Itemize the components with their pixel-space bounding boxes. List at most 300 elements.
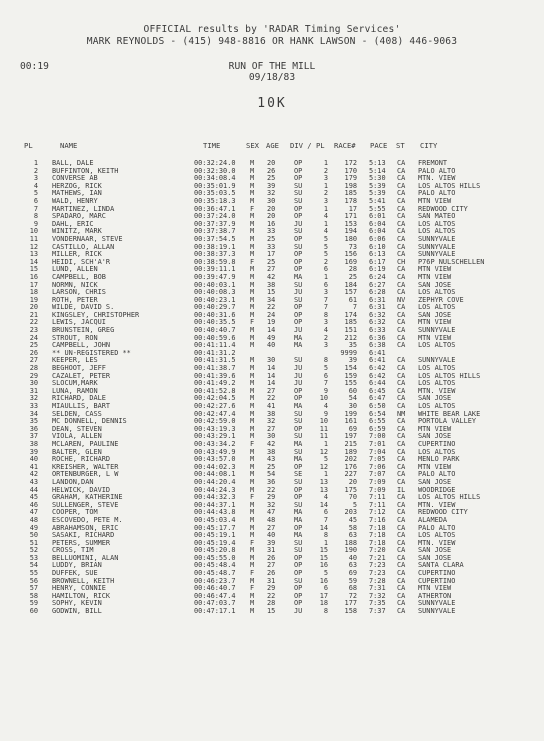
finish-time-cell: 00:41:39.6 — [194, 371, 236, 380]
division-place-cell: 3 — [323, 341, 328, 350]
finish-time-cell: 00:37:38.7 — [194, 227, 236, 236]
place-cell: 12 — [29, 242, 38, 251]
sex-cell: M — [250, 303, 255, 312]
age-cell: 36 — [267, 477, 276, 486]
city-cell: SANTA CLARA — [418, 561, 464, 570]
pace-cell: 6:17 — [369, 257, 386, 266]
pace-cell: 6:10 — [369, 242, 386, 251]
division-place-cell: 4 — [323, 326, 328, 335]
finish-time-cell: 00:44:20.4 — [194, 477, 236, 486]
division-cell: MA — [294, 341, 303, 350]
runner-name-cell: LUND, ALLEN — [52, 265, 98, 274]
state-cell: CA — [397, 250, 406, 259]
race-number-cell: 60 — [348, 386, 357, 395]
city-cell: SUNNYVALE — [418, 242, 456, 251]
place-cell: 53 — [29, 553, 38, 562]
runner-name-cell: BEGHOOT, JEFF — [52, 364, 106, 373]
pace-cell: 6:45 — [369, 386, 386, 395]
age-cell: 14 — [267, 379, 276, 388]
sex-cell: M — [250, 212, 255, 221]
race-number-cell: 185 — [344, 318, 357, 327]
finish-time-cell: 00:38:37.3 — [194, 250, 236, 259]
pace-cell: 7:12 — [369, 508, 386, 517]
race-number-cell: 63 — [348, 531, 357, 540]
city-cell: MTN VIEW — [418, 584, 452, 593]
state-cell: CA — [397, 531, 406, 540]
age-cell: 20 — [267, 212, 276, 221]
age-cell: 27 — [267, 424, 276, 433]
city-cell: ATHERTON — [418, 591, 452, 600]
city-cell: SUNNYVALE — [418, 326, 456, 335]
finish-time-cell: 00:40:31.6 — [194, 310, 236, 319]
race-number-cell: 54 — [348, 394, 357, 403]
city-cell: LOS ALTOS — [418, 219, 456, 228]
city-cell: SAN MATEO — [418, 212, 456, 221]
age-cell: 29 — [267, 584, 276, 593]
sex-cell: M — [250, 379, 255, 388]
race-number-cell: 178 — [344, 196, 357, 205]
division-cell: SE — [294, 470, 303, 479]
pace-cell: 6:13 — [369, 250, 386, 259]
place-cell: 29 — [29, 371, 38, 380]
place-cell: 9 — [33, 219, 38, 228]
race-number-cell: 61 — [348, 295, 357, 304]
runner-name-cell: STROUT, RON — [52, 333, 98, 342]
division-cell: MA — [294, 455, 303, 464]
runner-name-cell: MARTINEZ, LINDA — [52, 204, 115, 213]
place-cell: 56 — [29, 576, 38, 585]
contact-line: MARK REYNOLDS - (415) 948-8816 OR HANK LAWSON - (408) 446-9063 — [86, 36, 458, 47]
runner-name-cell: CROSS, TIM — [52, 546, 94, 555]
place-cell: 58 — [29, 591, 38, 600]
place-cell: 3 — [33, 174, 38, 183]
runner-name-cell: BUFFINTON, KEITH — [52, 166, 119, 175]
results-table — [0, 160, 544, 616]
state-cell: CA — [397, 364, 406, 373]
sex-cell: M — [250, 417, 255, 426]
division-place-cell: 8 — [323, 310, 328, 319]
division-place-cell: 7 — [323, 303, 328, 312]
place-cell: 33 — [29, 402, 38, 410]
state-cell: CA — [397, 204, 406, 213]
sex-cell: M — [250, 174, 255, 183]
race-number-cell: 69 — [348, 569, 357, 578]
finish-time-cell: 00:44:08.1 — [194, 470, 236, 479]
place-cell: 16 — [29, 272, 38, 281]
race-number-cell: 25 — [348, 272, 357, 281]
city-cell: LOS ALTOS — [418, 341, 456, 350]
state-cell: CA — [397, 439, 406, 448]
runner-name-cell: SPADARO, MARC — [52, 212, 106, 221]
city-cell: PORTOLA VALLEY — [418, 417, 477, 426]
race-number-cell: 28 — [348, 265, 357, 274]
division-cell: SU — [294, 538, 303, 547]
division-cell: SU — [294, 447, 303, 456]
pace-cell: 5:55 — [369, 204, 386, 213]
race-number-cell: 45 — [348, 515, 357, 524]
runner-name-cell: RICHARD, DALE — [52, 394, 106, 403]
race-number-cell: 190 — [344, 546, 357, 555]
sex-cell: M — [250, 576, 255, 585]
col-header-age: AGE — [266, 141, 279, 150]
division-cell: SU — [294, 432, 303, 441]
division-place-cell: 5 — [323, 250, 328, 259]
city-cell: CUPERTINO — [418, 569, 456, 578]
state-cell: CA — [397, 318, 406, 327]
sex-cell: F — [250, 584, 255, 593]
division-place-cell: 18 — [319, 599, 328, 608]
division-place-cell: 13 — [319, 485, 328, 494]
race-number-cell: 188 — [344, 538, 357, 547]
race-number-cell: 155 — [344, 379, 357, 388]
pace-cell: 7:21 — [369, 553, 386, 562]
race-number-cell: 59 — [348, 576, 357, 585]
age-cell: 27 — [267, 561, 276, 570]
race-number-cell: 157 — [344, 288, 357, 297]
runner-name-cell: CAZALET, PETER — [52, 371, 111, 380]
sex-cell: M — [250, 591, 255, 600]
city-cell: LOS ALTOS — [418, 531, 456, 540]
runner-name-cell: LEWIS, JACQUI — [52, 318, 106, 327]
finish-time-cell: 00:47:17.1 — [194, 607, 236, 616]
city-cell: PALO ALTO — [418, 166, 456, 175]
city-cell: PALO ALTO — [418, 189, 456, 198]
finish-time-cell: 00:43:57.0 — [194, 455, 236, 464]
finish-time-cell: 00:42:59.0 — [194, 417, 236, 426]
state-cell: CA — [397, 371, 406, 380]
place-cell: 44 — [29, 485, 38, 494]
sex-cell: F — [250, 538, 255, 547]
age-cell: 16 — [267, 219, 276, 228]
division-cell: SU — [294, 189, 303, 198]
finish-time-cell: 00:40:23.1 — [194, 295, 236, 304]
city-cell: PALO ALTO — [418, 470, 456, 479]
finish-time-cell: 00:41:49.2 — [194, 379, 236, 388]
finish-time-cell: 00:47:03.7 — [194, 599, 236, 608]
city-cell: MTN VIEW — [418, 424, 452, 433]
race-number-cell: 17 — [348, 204, 357, 213]
race-number-cell: 69 — [348, 424, 357, 433]
state-cell: CA — [397, 515, 406, 524]
place-cell: 10 — [29, 227, 38, 236]
place-cell: 15 — [29, 265, 38, 274]
city-cell: SAN JOSE — [418, 477, 452, 486]
pace-cell: 6:41 — [369, 348, 386, 357]
finish-time-cell: 00:32:24.0 — [194, 159, 236, 167]
runner-name-cell: BRUNSTEIN, GREG — [52, 326, 115, 335]
sex-cell: M — [250, 424, 255, 433]
city-cell: LOS ALTOS — [418, 379, 456, 388]
col-header-pl: PL — [24, 141, 33, 150]
sex-cell: M — [250, 561, 255, 570]
state-cell: CA — [397, 310, 406, 319]
sex-cell: M — [250, 196, 255, 205]
runner-name-cell: NORMN, NICK — [52, 280, 98, 289]
pace-cell: 6:31 — [369, 303, 386, 312]
division-cell: OP — [294, 584, 303, 593]
division-place-cell: 1 — [323, 538, 328, 547]
age-cell: 54 — [267, 470, 276, 479]
runner-name-cell: WILDE, DAVID S. — [52, 303, 115, 312]
sex-cell: M — [250, 515, 255, 524]
age-cell: 26 — [267, 553, 276, 562]
place-cell: 60 — [29, 607, 38, 616]
runner-name-cell: HENRY, CONNIE — [52, 584, 106, 593]
age-cell: 39 — [267, 181, 276, 190]
race-number-cell: 159 — [344, 371, 357, 380]
finish-time-cell: 00:41:52.8 — [194, 386, 236, 395]
division-cell: SU — [294, 356, 303, 365]
age-cell: 25 — [267, 174, 276, 183]
division-cell: SU — [294, 242, 303, 251]
pace-cell: 7:01 — [369, 439, 386, 448]
age-cell: 33 — [267, 242, 276, 251]
division-place-cell: 3 — [323, 174, 328, 183]
city-cell: ZEPHYR COVE — [418, 295, 464, 304]
place-cell: 41 — [29, 462, 38, 471]
finish-time-cell: 00:45:48.7 — [194, 569, 236, 578]
sex-cell: M — [250, 508, 255, 517]
division-cell: SU — [294, 477, 303, 486]
finish-time-cell: 00:40:08.3 — [194, 288, 236, 297]
place-cell: 1 — [33, 159, 38, 167]
division-place-cell: 2 — [323, 257, 328, 266]
division-place-cell: 6 — [323, 508, 328, 517]
city-cell: MTN VIEW — [418, 272, 452, 281]
sex-cell: M — [250, 242, 255, 251]
division-cell: OP — [294, 523, 303, 532]
state-cell: CA — [397, 417, 406, 426]
age-cell: 27 — [267, 523, 276, 532]
state-cell: CA — [397, 227, 406, 236]
division-cell: OP — [294, 462, 303, 471]
age-cell: 39 — [267, 538, 276, 547]
race-number-cell: 72 — [348, 591, 357, 600]
division-cell: SU — [294, 576, 303, 585]
finish-time-cell: 00:35:03.5 — [194, 189, 236, 198]
pace-cell: 6:54 — [369, 409, 386, 418]
race-number-cell: 58 — [348, 523, 357, 532]
division-place-cell: 7 — [323, 379, 328, 388]
state-cell: CA — [397, 591, 406, 600]
sex-cell: M — [250, 326, 255, 335]
runner-name-cell: SASAKI, RICHARD — [52, 531, 115, 540]
race-number-cell: 172 — [344, 159, 357, 167]
division-place-cell: 8 — [323, 531, 328, 540]
division-place-cell: 4 — [323, 402, 328, 410]
finish-time-cell: 00:45:17.7 — [194, 523, 236, 532]
age-cell: 43 — [267, 455, 276, 464]
division-place-cell: 16 — [319, 576, 328, 585]
state-cell: CA — [397, 341, 406, 350]
city-cell: SAN JOSE — [418, 546, 452, 555]
race-number-cell: 180 — [344, 234, 357, 243]
division-cell: OP — [294, 394, 303, 403]
division-cell: OP — [294, 303, 303, 312]
finish-time-cell: 00:45:48.4 — [194, 561, 236, 570]
runner-name-cell: KINGSLEY, CHRISTOPHER — [52, 310, 140, 319]
city-cell: MTN. VIEW — [418, 538, 456, 547]
race-number-cell: 215 — [344, 439, 357, 448]
runner-name-cell: MIAULLIS, BART — [52, 402, 111, 410]
state-cell: CA — [397, 189, 406, 198]
finish-time-cell: 00:35:18.3 — [194, 196, 236, 205]
division-cell: SU — [294, 409, 303, 418]
age-cell: 15 — [267, 288, 276, 297]
finish-time-cell: 00:43:19.3 — [194, 424, 236, 433]
division-place-cell: 5 — [323, 455, 328, 464]
division-place-cell: 7 — [323, 295, 328, 304]
age-cell: 40 — [267, 341, 276, 350]
state-cell: CA — [397, 326, 406, 335]
runner-name-cell: DEAN, STEVEN — [52, 424, 102, 433]
age-cell: 30 — [267, 196, 276, 205]
city-cell: MTN VIEW — [418, 265, 452, 274]
age-cell: 38 — [267, 280, 276, 289]
runner-name-cell: COOPER, TOM — [52, 508, 98, 517]
division-cell: MA — [294, 508, 303, 517]
division-place-cell: 16 — [319, 561, 328, 570]
sex-cell: M — [250, 265, 255, 274]
state-cell: CA — [397, 432, 406, 441]
sex-cell: M — [250, 181, 255, 190]
sex-cell: M — [250, 310, 255, 319]
race-number-cell: 227 — [344, 470, 357, 479]
runner-name-cell: LARSON, CHRIS — [52, 288, 106, 297]
runner-name-cell: SLOCUM,MARK — [52, 379, 98, 388]
city-cell: WOODRIDGE — [418, 485, 456, 494]
pace-cell: 7:00 — [369, 432, 386, 441]
state-cell: CA — [397, 447, 406, 456]
city-cell: SUNNYVALE — [418, 250, 456, 259]
finish-time-cell: 00:40:03.1 — [194, 280, 236, 289]
division-cell: SU — [294, 227, 303, 236]
pace-cell: 6:04 — [369, 219, 386, 228]
age-cell: 15 — [267, 607, 276, 616]
state-cell: CA — [397, 538, 406, 547]
race-number-cell: 5 — [352, 500, 357, 509]
pace-cell: 7:31 — [369, 584, 386, 593]
finish-time-cell: 00:41:11.4 — [194, 341, 236, 350]
runner-name-cell: DAHL, ERIC — [52, 219, 94, 228]
age-cell: 26 — [267, 569, 276, 578]
pace-cell: 7:18 — [369, 538, 386, 547]
pace-cell: 6:28 — [369, 288, 386, 297]
state-cell: CA — [397, 265, 406, 274]
pace-cell: 6:04 — [369, 227, 386, 236]
runner-name-cell: BROWNELL, KEITH — [52, 576, 115, 585]
division-cell: JU — [294, 364, 303, 373]
city-cell: SAN JOSE — [418, 432, 452, 441]
place-cell: 42 — [29, 470, 38, 479]
finish-time-cell: 00:46:47.4 — [194, 591, 236, 600]
race-number-cell: 158 — [344, 607, 357, 616]
state-cell: CA — [397, 159, 406, 167]
division-cell: MA — [294, 439, 303, 448]
division-cell: OP — [294, 166, 303, 175]
division-cell: OP — [294, 204, 303, 213]
place-cell: 8 — [33, 212, 38, 221]
place-cell: 7 — [33, 204, 38, 213]
city-cell: LOS ALTOS — [418, 303, 456, 312]
city-cell: LOS ALTOS HILLS — [418, 371, 481, 380]
place-cell: 14 — [29, 257, 38, 266]
age-cell: 32 — [267, 189, 276, 198]
pace-cell: 6:33 — [369, 326, 386, 335]
race-number-cell: 177 — [344, 599, 357, 608]
pace-cell: 6:44 — [369, 379, 386, 388]
place-cell: 50 — [29, 531, 38, 540]
sex-cell: M — [250, 295, 255, 304]
pace-cell: 5:30 — [369, 174, 386, 183]
sex-cell: M — [250, 470, 255, 479]
race-number-cell: 171 — [344, 212, 357, 221]
division-place-cell: 3 — [323, 318, 328, 327]
pace-cell: 5:39 — [369, 189, 386, 198]
division-cell: SU — [294, 417, 303, 426]
state-cell: CA — [397, 303, 406, 312]
pace-cell: 6:42 — [369, 364, 386, 373]
finish-time-cell: 00:38:59.8 — [194, 257, 236, 266]
table-row — [0, 608, 544, 616]
state-cell: CA — [397, 242, 406, 251]
age-cell: 22 — [267, 591, 276, 600]
age-cell: 32 — [267, 500, 276, 509]
division-cell: MA — [294, 333, 303, 342]
runner-name-cell: HAMILTON, RICK — [52, 591, 111, 600]
state-cell: CA — [397, 166, 406, 175]
place-cell: 18 — [29, 288, 38, 297]
runner-name-cell: CAMPBELL, BOB — [52, 272, 106, 281]
runner-name-cell: ** UN-REGISTERED ** — [52, 348, 131, 357]
runner-name-cell: ABRAHAMSON, ERIC — [52, 523, 119, 532]
division-cell: JU — [294, 288, 303, 297]
finish-time-cell: 00:37:24.0 — [194, 212, 236, 221]
state-cell: CA — [397, 576, 406, 585]
sex-cell: F — [250, 493, 255, 502]
division-place-cell: 5 — [323, 364, 328, 373]
place-cell: 2 — [33, 166, 38, 175]
city-cell: SUNNYVALE — [418, 234, 456, 243]
city-cell: CUPERTINO — [418, 576, 456, 585]
city-cell: SAN JOSE — [418, 553, 452, 562]
finish-time-cell: 00:36:47.1 — [194, 204, 236, 213]
age-cell: 47 — [267, 508, 276, 517]
pace-cell: 6:59 — [369, 424, 386, 433]
state-cell: CA — [397, 455, 406, 464]
race-title: RUN OF THE MILL — [228, 61, 316, 72]
pace-cell: 6:24 — [369, 272, 386, 281]
division-place-cell: 1 — [323, 159, 328, 167]
place-cell: 46 — [29, 500, 38, 509]
race-number-cell: 202 — [344, 455, 357, 464]
state-cell: CA — [397, 219, 406, 228]
division-cell: OP — [294, 485, 303, 494]
age-cell: 27 — [267, 386, 276, 395]
division-cell: SU — [294, 500, 303, 509]
finish-time-cell: 00:41:31.2 — [194, 348, 236, 357]
division-place-cell: 6 — [323, 280, 328, 289]
division-place-cell: 9 — [323, 409, 328, 418]
division-place-cell: 4 — [323, 493, 328, 502]
race-number-cell: 7 — [352, 303, 357, 312]
finish-time-cell: 00:40:59.6 — [194, 333, 236, 342]
pace-cell: 7:37 — [369, 607, 386, 616]
race-number-cell: 174 — [344, 310, 357, 319]
sex-cell: M — [250, 234, 255, 243]
place-cell: 45 — [29, 493, 38, 502]
finish-time-cell: 00:42:47.4 — [194, 409, 236, 418]
